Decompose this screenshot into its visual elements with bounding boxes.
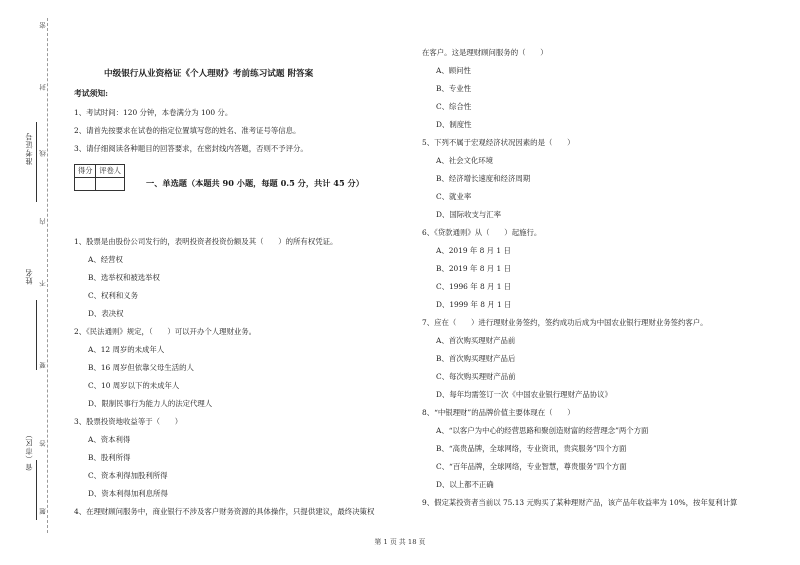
- question-stem: 7、应在（ ）进行理财业务签约，签约成功后成为中国农业银行理财业务签约客户。: [422, 318, 708, 327]
- score-header: 得分: [75, 165, 96, 178]
- section-title: 一、单选题（本题共 90 小题，每题 0.5 分，共计 45 分）: [146, 178, 364, 188]
- answer-option: C、1996 年 8 月 1 日: [436, 282, 512, 291]
- seal-mark: 密: [39, 22, 47, 29]
- notice-item: 3、请仔细阅读各种题目的回答要求，在密封线内答题，否则不予评分。: [74, 144, 308, 153]
- score-box: [74, 164, 125, 191]
- answer-option: C、权利和义务: [88, 291, 138, 300]
- region-fill-line: [36, 460, 37, 520]
- seal-mark: 线: [39, 150, 47, 157]
- exam-id-label: 准考证号: [24, 132, 33, 165]
- answer-option: D、制度性: [436, 120, 472, 129]
- answer-option: B、经济增长速度和经济周期: [436, 174, 531, 183]
- answer-option: D、限制民事行为能力人的法定代理人: [88, 399, 213, 408]
- grader-header: 评卷人: [96, 165, 125, 178]
- answer-option: B、16 周岁但依靠父母生活的人: [88, 363, 194, 372]
- name-label: 姓名: [24, 268, 33, 285]
- document-title: 中级银行从业资格证《个人理财》考前练习试题 附答案: [104, 69, 314, 79]
- answer-option: A、社会文化环境: [436, 156, 494, 165]
- answer-option: B、“高贵品牌，全球网络，专业资讯，贵宾服务”四个方面: [436, 444, 627, 453]
- answer-option: D、表决权: [88, 309, 124, 318]
- answer-option: A、首次购买理财产品前: [436, 336, 516, 345]
- answer-option: B、2019 年 8 月 1 日: [436, 264, 511, 273]
- name-fill-line: [36, 300, 37, 370]
- notice-item: 2、请首先按要求在试卷的指定位置填写您的姓名、准考证号等信息。: [74, 126, 301, 135]
- answer-option: D、资本利得加利息所得: [88, 489, 168, 498]
- answer-option: C、10 周岁以下的未成年人: [88, 381, 180, 390]
- answer-option: A、12 周岁的未成年人: [88, 345, 165, 354]
- exam-id-fill-line: [36, 122, 37, 202]
- answer-option: B、专业性: [436, 84, 471, 93]
- question-stem: 9、假定某投资者当前以 75.13 元购买了某种理财产品，该产品年收益率为 10%，按年复利计算: [422, 498, 738, 507]
- question-stem: 6、《贷款通则》从（ ）起施行。: [422, 228, 542, 237]
- question-stem: 5、下列不属于宏观经济状况因素的是（ ）: [422, 138, 575, 147]
- answer-option: A、资本利得: [88, 435, 131, 444]
- answer-option: A、经营权: [88, 255, 123, 264]
- page-number: 第 1 页 共 18 页: [374, 538, 426, 546]
- answer-option: D、1999 年 8 月 1 日: [436, 300, 512, 309]
- seal-mark: 答: [39, 440, 47, 447]
- answer-option: C、资本利得加股利所得: [88, 471, 168, 480]
- answer-option: C、每次购买理财产品前: [436, 372, 516, 381]
- seal-mark: 封: [39, 84, 47, 91]
- region-label: 省（市区）: [24, 430, 33, 471]
- answer-option: C、综合性: [436, 102, 472, 111]
- answer-option: C、就业率: [436, 192, 472, 201]
- seal-mark: 题: [39, 508, 47, 515]
- answer-option: B、选举权和被选举权: [88, 273, 160, 282]
- answer-option: A、2019 年 8 月 1 日: [436, 246, 511, 255]
- binding-dashed-line: [47, 18, 48, 533]
- question-stem: 8、“中银理财”的品牌价值主要体现在（ ）: [422, 408, 575, 417]
- question-stem: 1、股票是由股份公司发行的，表明投资者投资份额及其（ ）的所有权凭证。: [74, 237, 338, 246]
- answer-option: B、首次购买理财产品后: [436, 354, 516, 363]
- seal-mark: 内: [39, 218, 47, 225]
- question-stem: 3、股票投资地收益等于（ ）: [74, 417, 183, 426]
- answer-option: A、顾问性: [436, 66, 471, 75]
- grader-cell[interactable]: [96, 178, 125, 191]
- question-stem-continued: 在客户。这是理财顾问服务的（ ）: [422, 48, 548, 57]
- question-stem: 4、在理财顾问服务中，商业银行不涉及客户财务资源的具体操作，只提供建议，最终决策权: [74, 507, 375, 516]
- answer-option: A、“以客户为中心的经营思路和聚创造财富的经营理念”两个方面: [436, 426, 649, 435]
- notice-item: 1、考试时间：120 分钟，本卷满分为 100 分。: [74, 108, 233, 117]
- answer-option: D、每年均需签订一次《中国农业银行理财产品协议》: [436, 390, 612, 399]
- seal-mark: 不: [39, 280, 47, 287]
- score-cell[interactable]: [75, 178, 96, 191]
- notice-heading: 考试须知:: [74, 89, 109, 98]
- question-stem: 2、《民法通则》规定，（ ）可以开办个人理财业务。: [74, 327, 257, 336]
- answer-option: D、国际收支与汇率: [436, 210, 502, 219]
- answer-option: D、以上都不正确: [436, 480, 494, 489]
- answer-option: C、“百年品牌，全球网络，专业智慧，尊贵服务”四个方面: [436, 462, 627, 471]
- answer-option: B、股利所得: [88, 453, 131, 462]
- seal-mark: 要: [39, 362, 47, 369]
